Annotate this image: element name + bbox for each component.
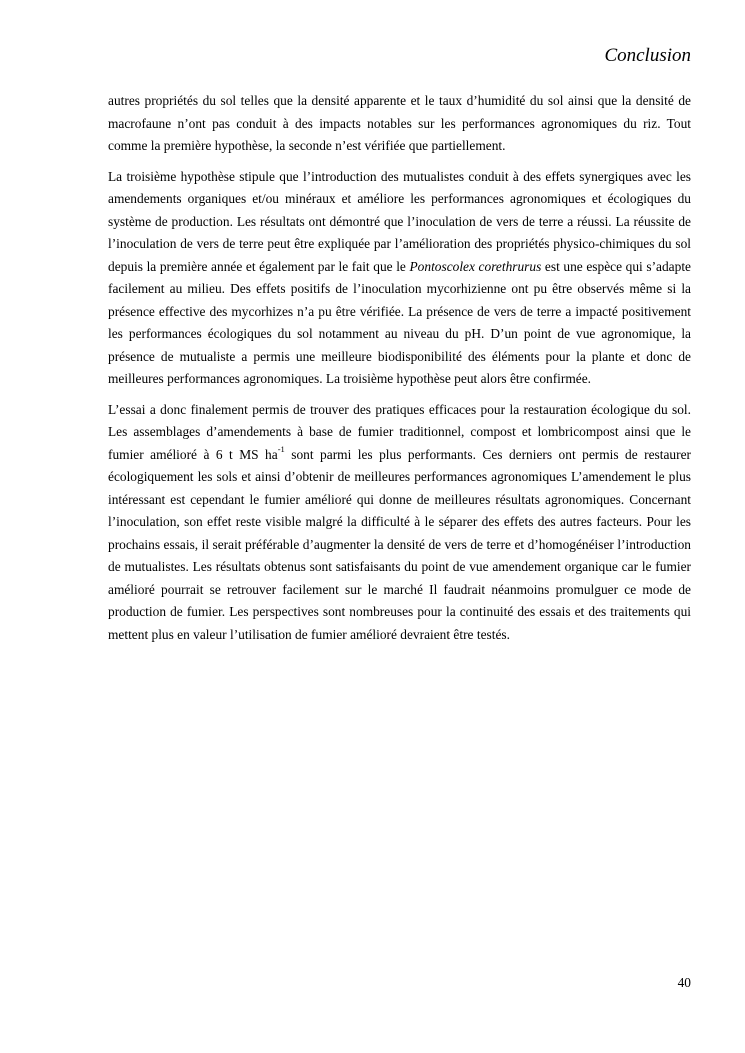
paragraph-3-intro: L’essai a donc finalement permis de trouver des pratiques efficaces pour la restauration écologique du sol. Les assemblages d’amendements à base de fumier traditionnel, compost et lombricompost ainsi que le fumier amélioré à 6 t MS ha — [108, 401, 691, 462]
species-name: Pontoscolex corethrurus — [409, 258, 542, 274]
section-title: Conclusion — [604, 45, 691, 66]
paragraph-3-rest: sont parmi les plus performants. Ces derniers ont permis de restaurer écologiquement les sols et ainsi d’obtenir de meilleures performances agronomiques L’amendement le plus intéressant est cependant le fumier amélioré qui donne de meilleures résultats agronomiques. Concernant l’inoculation, son effet reste visible malgré la difficulté à le séparer des effets des autres facteurs. Pour les prochains essais, il serait préférable d’augmenter la densité de vers de terre et d’homogénéiser l’introduction de mutualistes. Les résultats obtenus sont satisfaisants du point de vue amendement organique car le fumier amélioré pourrait se retrouver facilement sur le marché Il faudrait néanmoins promulguer ce mode de production de fumier. Les perspectives sont nombreuses pour la continuité des essais et des traitements qui mettent plus en valeur l’utilisation de fumier amélioré devraient être testés. — [108, 446, 691, 642]
paragraph-1: autres propriétés du sol telles que la densité apparente et le taux d’humidité du sol ainsi que la densité de macrofaune n’ont pas conduit à des impacts notables sur les performances agronomiques du riz. Tout comme la première hypothèse, la seconde n’est vérifiée que partiellement. — [108, 93, 691, 153]
paragraph-2 — [108, 166, 691, 391]
paragraph-3 — [108, 399, 691, 647]
unit-exponent: -1 — [277, 444, 285, 455]
document-body — [108, 90, 691, 654]
paragraph-2-intro: La troisième hypothèse stipule que l’introduction des mutualistes conduit à des effets synergiques avec les amendements organiques et/ou minéraux et améliore les performances agronomiques et écologiques du système de production. Les résultats ont démontré que l’inoculation de vers de terre a réussi. La réussite de l’inoculation de vers de terre peut être expliquée par l’amélioration des propriétés physico-chimiques du sol depuis la première année et également par le fait que le — [108, 168, 691, 274]
paragraph-2-rest: est une espèce qui s’adapte facilement au milieu. Des effets positifs de l’inoculation mycorhizienne ont pu être observés même si la présence effective des mycorhizes n’a pu être vérifiée. La présence de vers de terre a impacté positivement les performances écologiques du sol notamment au niveau du pH. D’un point de vue agronomique, la présence de mutualiste a permis une meilleure biodisponibilité des éléments pour la plante et donc de meilleures performances agronomiques. La troisième hypothèse peut alors être confirmée. — [108, 258, 691, 386]
page-number: 40 — [677, 975, 691, 990]
